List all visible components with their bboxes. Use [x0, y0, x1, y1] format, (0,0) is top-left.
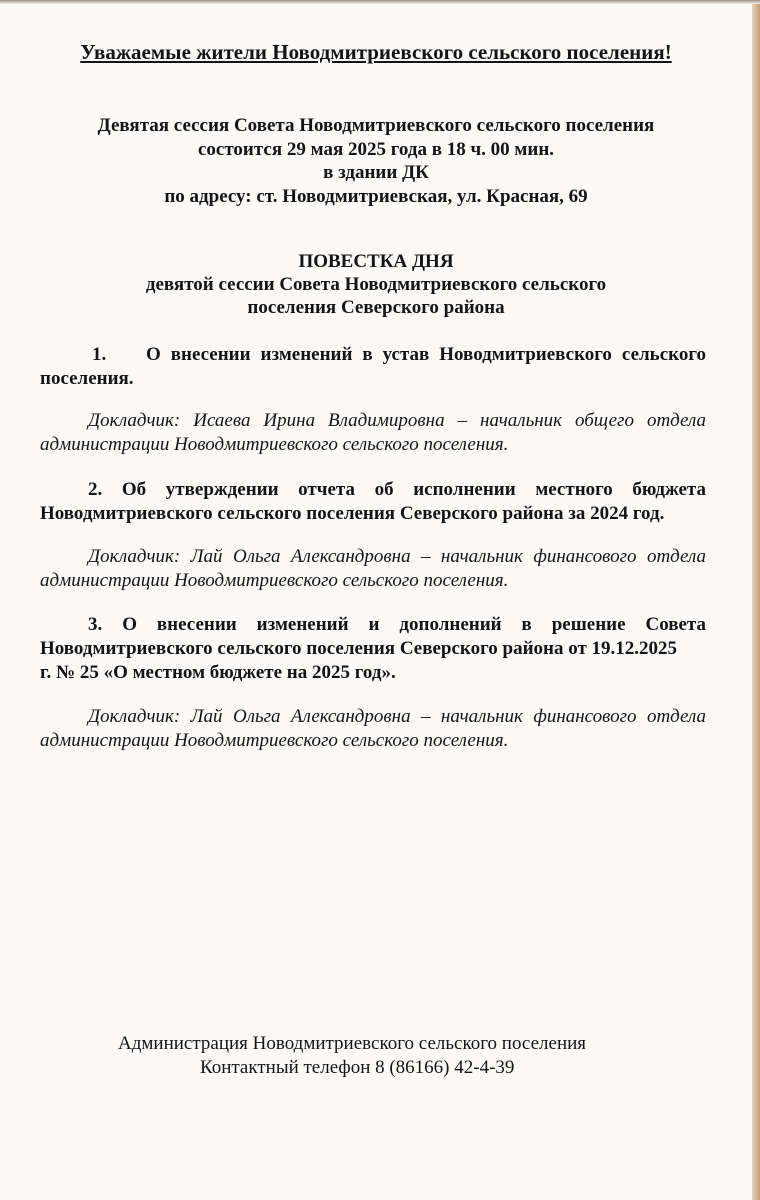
agenda-item-1-speaker-2: администрации Новодмитриевского сельского поселения. — [40, 434, 509, 455]
agenda-item-3-speaker-1: Докладчик: Лай Ольга Александровна – начальник финансового отдела — [88, 706, 706, 727]
agenda-item-2-speaker-1: Докладчик: Лай Ольга Александровна – начальник финансового отдела — [88, 546, 706, 567]
agenda-item-3-line-3: г. № 25 «О местном бюджете на 2025 год». — [40, 662, 396, 683]
agenda-item-2-line-1: 2. Об утверждении отчета об исполнении местного бюджета — [88, 479, 706, 500]
announcement-line-4: по адресу: ст. Новодмитриевская, ул. Красная, 69 — [164, 186, 588, 207]
agenda-item-1-line-2: поселения. — [40, 368, 134, 389]
page-heading: Уважаемые жители Новодмитриевского сельского поселения! — [80, 40, 672, 64]
announcement-line-1: Девятая сессия Совета Новодмитриевского сельского поселения — [97, 115, 655, 136]
footer-organization: Администрация Новодмитриевского сельского поселения — [118, 1033, 587, 1054]
announcement-line-3: в здании ДК — [323, 162, 429, 183]
agenda-item-1-speaker-1: Докладчик: Исаева Ирина Владимировна – начальник общего отдела — [88, 410, 706, 431]
announcement-line-2: состоится 29 мая 2025 года в 18 ч. 00 мин. — [197, 139, 555, 160]
agenda-subtitle-1: девятой сессии Совета Новодмитриевского сельского — [145, 274, 607, 295]
page-top-shadow — [0, 0, 760, 4]
agenda-item-2-line-2: Новодмитриевского сельского поселения Северского района за 2024 год. — [40, 503, 665, 524]
agenda-subtitle-2: поселения Северского района — [247, 297, 505, 318]
agenda-title: ПОВЕСТКА ДНЯ — [298, 251, 454, 272]
footer-phone: Контактный телефон 8 (86166) 42-4-39 — [200, 1057, 515, 1078]
page-edge — [752, 0, 760, 1200]
agenda-item-2-speaker-2: администрации Новодмитриевского сельского поселения. — [40, 570, 509, 591]
agenda-item-3-line-1: 3. О внесении изменений и дополнений в решение Совета — [88, 614, 706, 635]
agenda-item-3-line-2: Новодмитриевского сельского поселения Северского района от 19.12.2025 — [40, 638, 678, 659]
agenda-item-1-line-1: О внесении изменений в устав Новодмитриевского сельского — [146, 344, 706, 365]
agenda-item-number-1: 1. — [92, 344, 107, 365]
agenda-item-3-speaker-2: администрации Новодмитриевского сельского поселения. — [40, 730, 509, 751]
